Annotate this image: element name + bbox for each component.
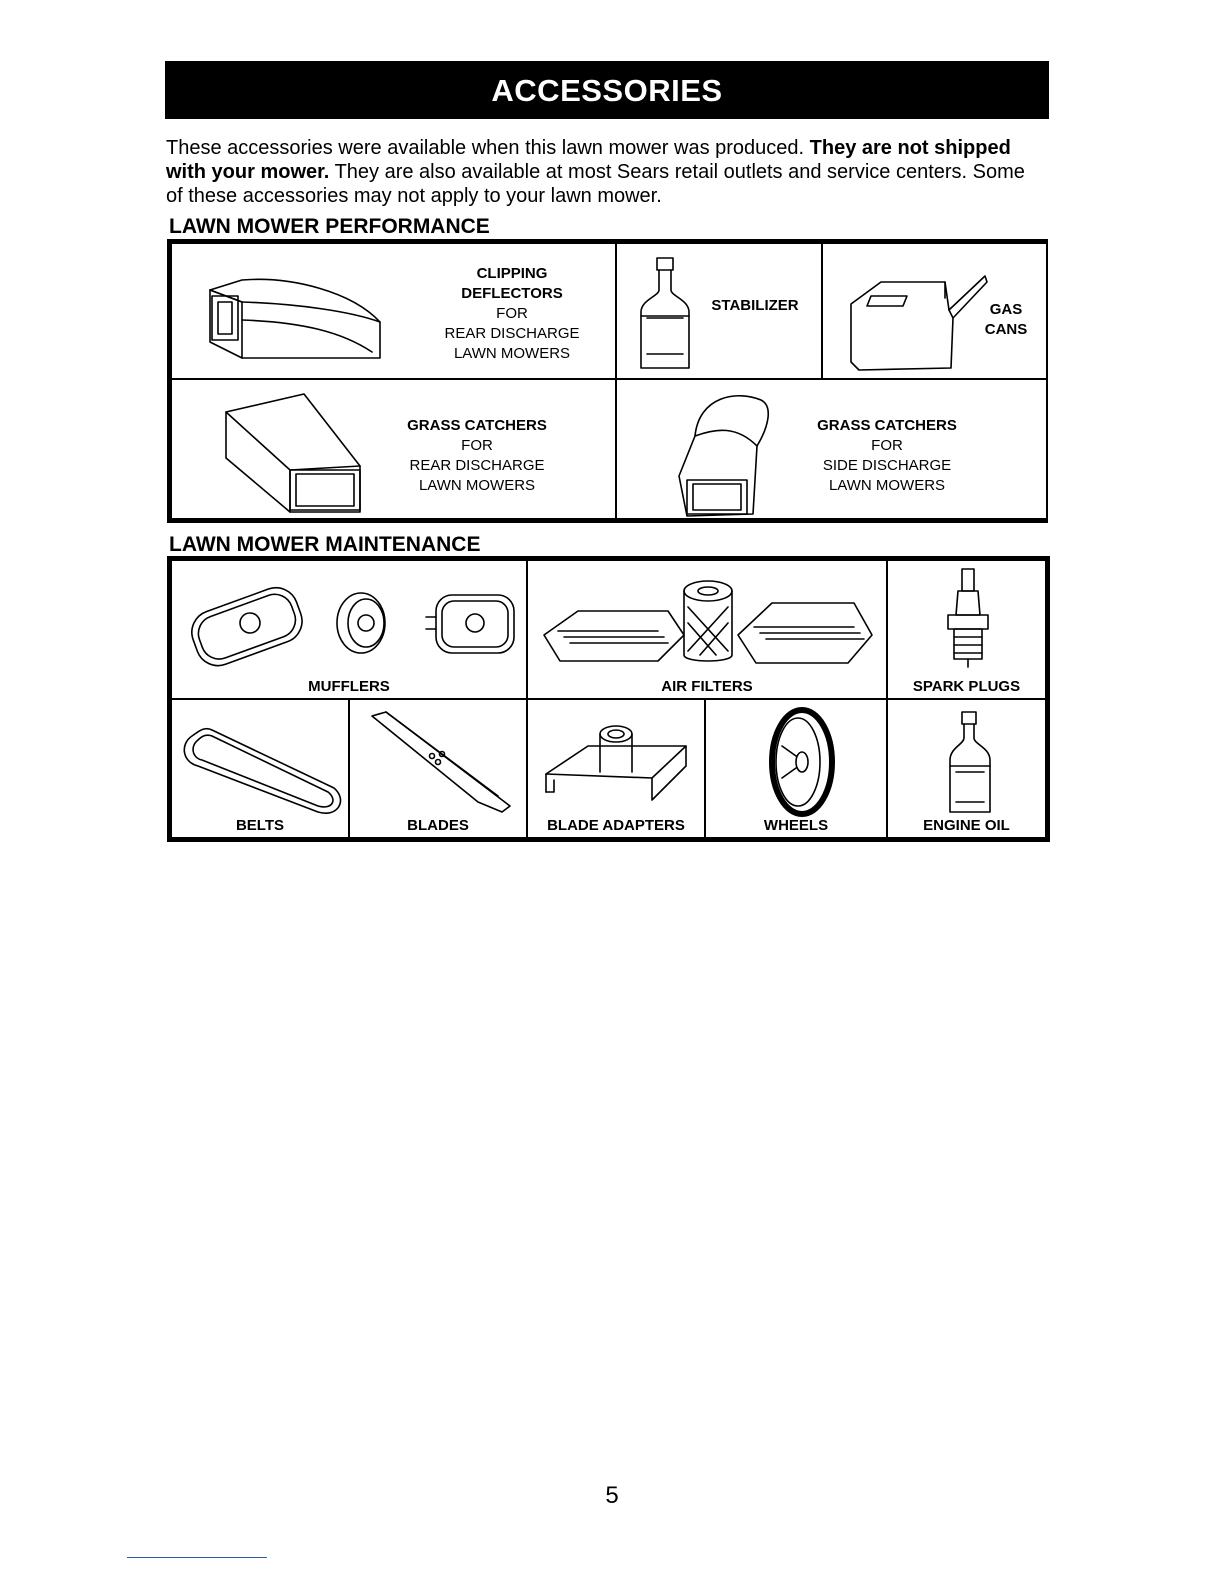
wheel-icon bbox=[760, 706, 840, 820]
belts-cell bbox=[170, 698, 350, 839]
intro-text-2: They are also available at most Sears retail outlets and service centers. Some of these accessories may not apply to your lawn mower. bbox=[166, 161, 1025, 207]
air-filters-icon bbox=[538, 571, 878, 671]
blade-icon bbox=[368, 708, 518, 818]
blade-adapters-cell bbox=[526, 698, 706, 839]
footer-rule bbox=[127, 1557, 267, 1558]
spark-plugs-cell bbox=[886, 559, 1047, 700]
air-filters-cell bbox=[526, 559, 888, 700]
maintenance-grid bbox=[167, 556, 1050, 842]
clipping-deflector-icon bbox=[202, 262, 392, 362]
grass-catchers-rear-cell bbox=[170, 378, 617, 520]
engine-oil-bottle-icon bbox=[944, 710, 994, 816]
clipping-deflectors-cell bbox=[170, 242, 617, 380]
intro-text-1: These accessories were available when this lawn mower was produced. bbox=[166, 137, 805, 159]
gas-cans-cell bbox=[821, 242, 1048, 380]
blade-adapter-icon bbox=[544, 716, 694, 816]
stabilizer-cell bbox=[615, 242, 823, 380]
wheels-cell bbox=[704, 698, 888, 839]
mufflers-label: MUFFLERS bbox=[308, 678, 390, 695]
page-title-banner: ACCESSORIES bbox=[165, 61, 1049, 119]
mufflers-icon bbox=[186, 577, 516, 677]
belt-icon bbox=[178, 714, 348, 818]
page-number: 5 bbox=[605, 1482, 619, 1509]
maintenance-section-title: LAWN MOWER MAINTENANCE bbox=[169, 534, 480, 559]
grass-catchers-side-cell bbox=[615, 378, 1048, 520]
engine-oil-cell bbox=[886, 698, 1047, 839]
intro-paragraph bbox=[166, 136, 1046, 208]
performance-grid bbox=[167, 239, 1048, 523]
side-grass-catcher-icon bbox=[677, 386, 787, 520]
blades-cell bbox=[348, 698, 528, 839]
air-filters-label: AIR FILTERS bbox=[661, 678, 753, 695]
engine-oil-label: ENGINE OIL bbox=[923, 817, 1010, 834]
grass-catchers-rear-caption: GRASS CATCHERS FOR REAR DISCHARGE LAWN MOWERS bbox=[407, 417, 547, 494]
clipping-deflectors-caption: CLIPPING DEFLECTORS FOR REAR DISCHARGE LAWN MOWERS bbox=[444, 265, 580, 362]
spark-plug-icon bbox=[944, 567, 994, 671]
belts-label: BELTS bbox=[235, 817, 285, 834]
wheels-label: WHEELS bbox=[763, 817, 829, 834]
spark-plugs-label: SPARK PLUGS bbox=[912, 678, 1021, 695]
stabilizer-bottle-icon bbox=[637, 256, 697, 374]
mufflers-cell bbox=[170, 559, 528, 700]
gas-can-icon bbox=[845, 258, 985, 376]
blades-label: BLADES bbox=[407, 817, 469, 834]
gas-cans-caption: GAS CANS bbox=[984, 301, 1028, 338]
grass-catchers-side-caption: GRASS CATCHERS FOR SIDE DISCHARGE LAWN MOWERS bbox=[817, 417, 957, 494]
stabilizer-caption: STABILIZER bbox=[711, 297, 799, 314]
performance-section-title: LAWN MOWER PERFORMANCE bbox=[169, 216, 490, 241]
intro-bold-text: They are not shipped with your mower. bbox=[166, 137, 1011, 183]
blade-adapters-label: BLADE ADAPTERS bbox=[547, 817, 685, 834]
rear-grass-catcher-icon bbox=[224, 388, 364, 518]
